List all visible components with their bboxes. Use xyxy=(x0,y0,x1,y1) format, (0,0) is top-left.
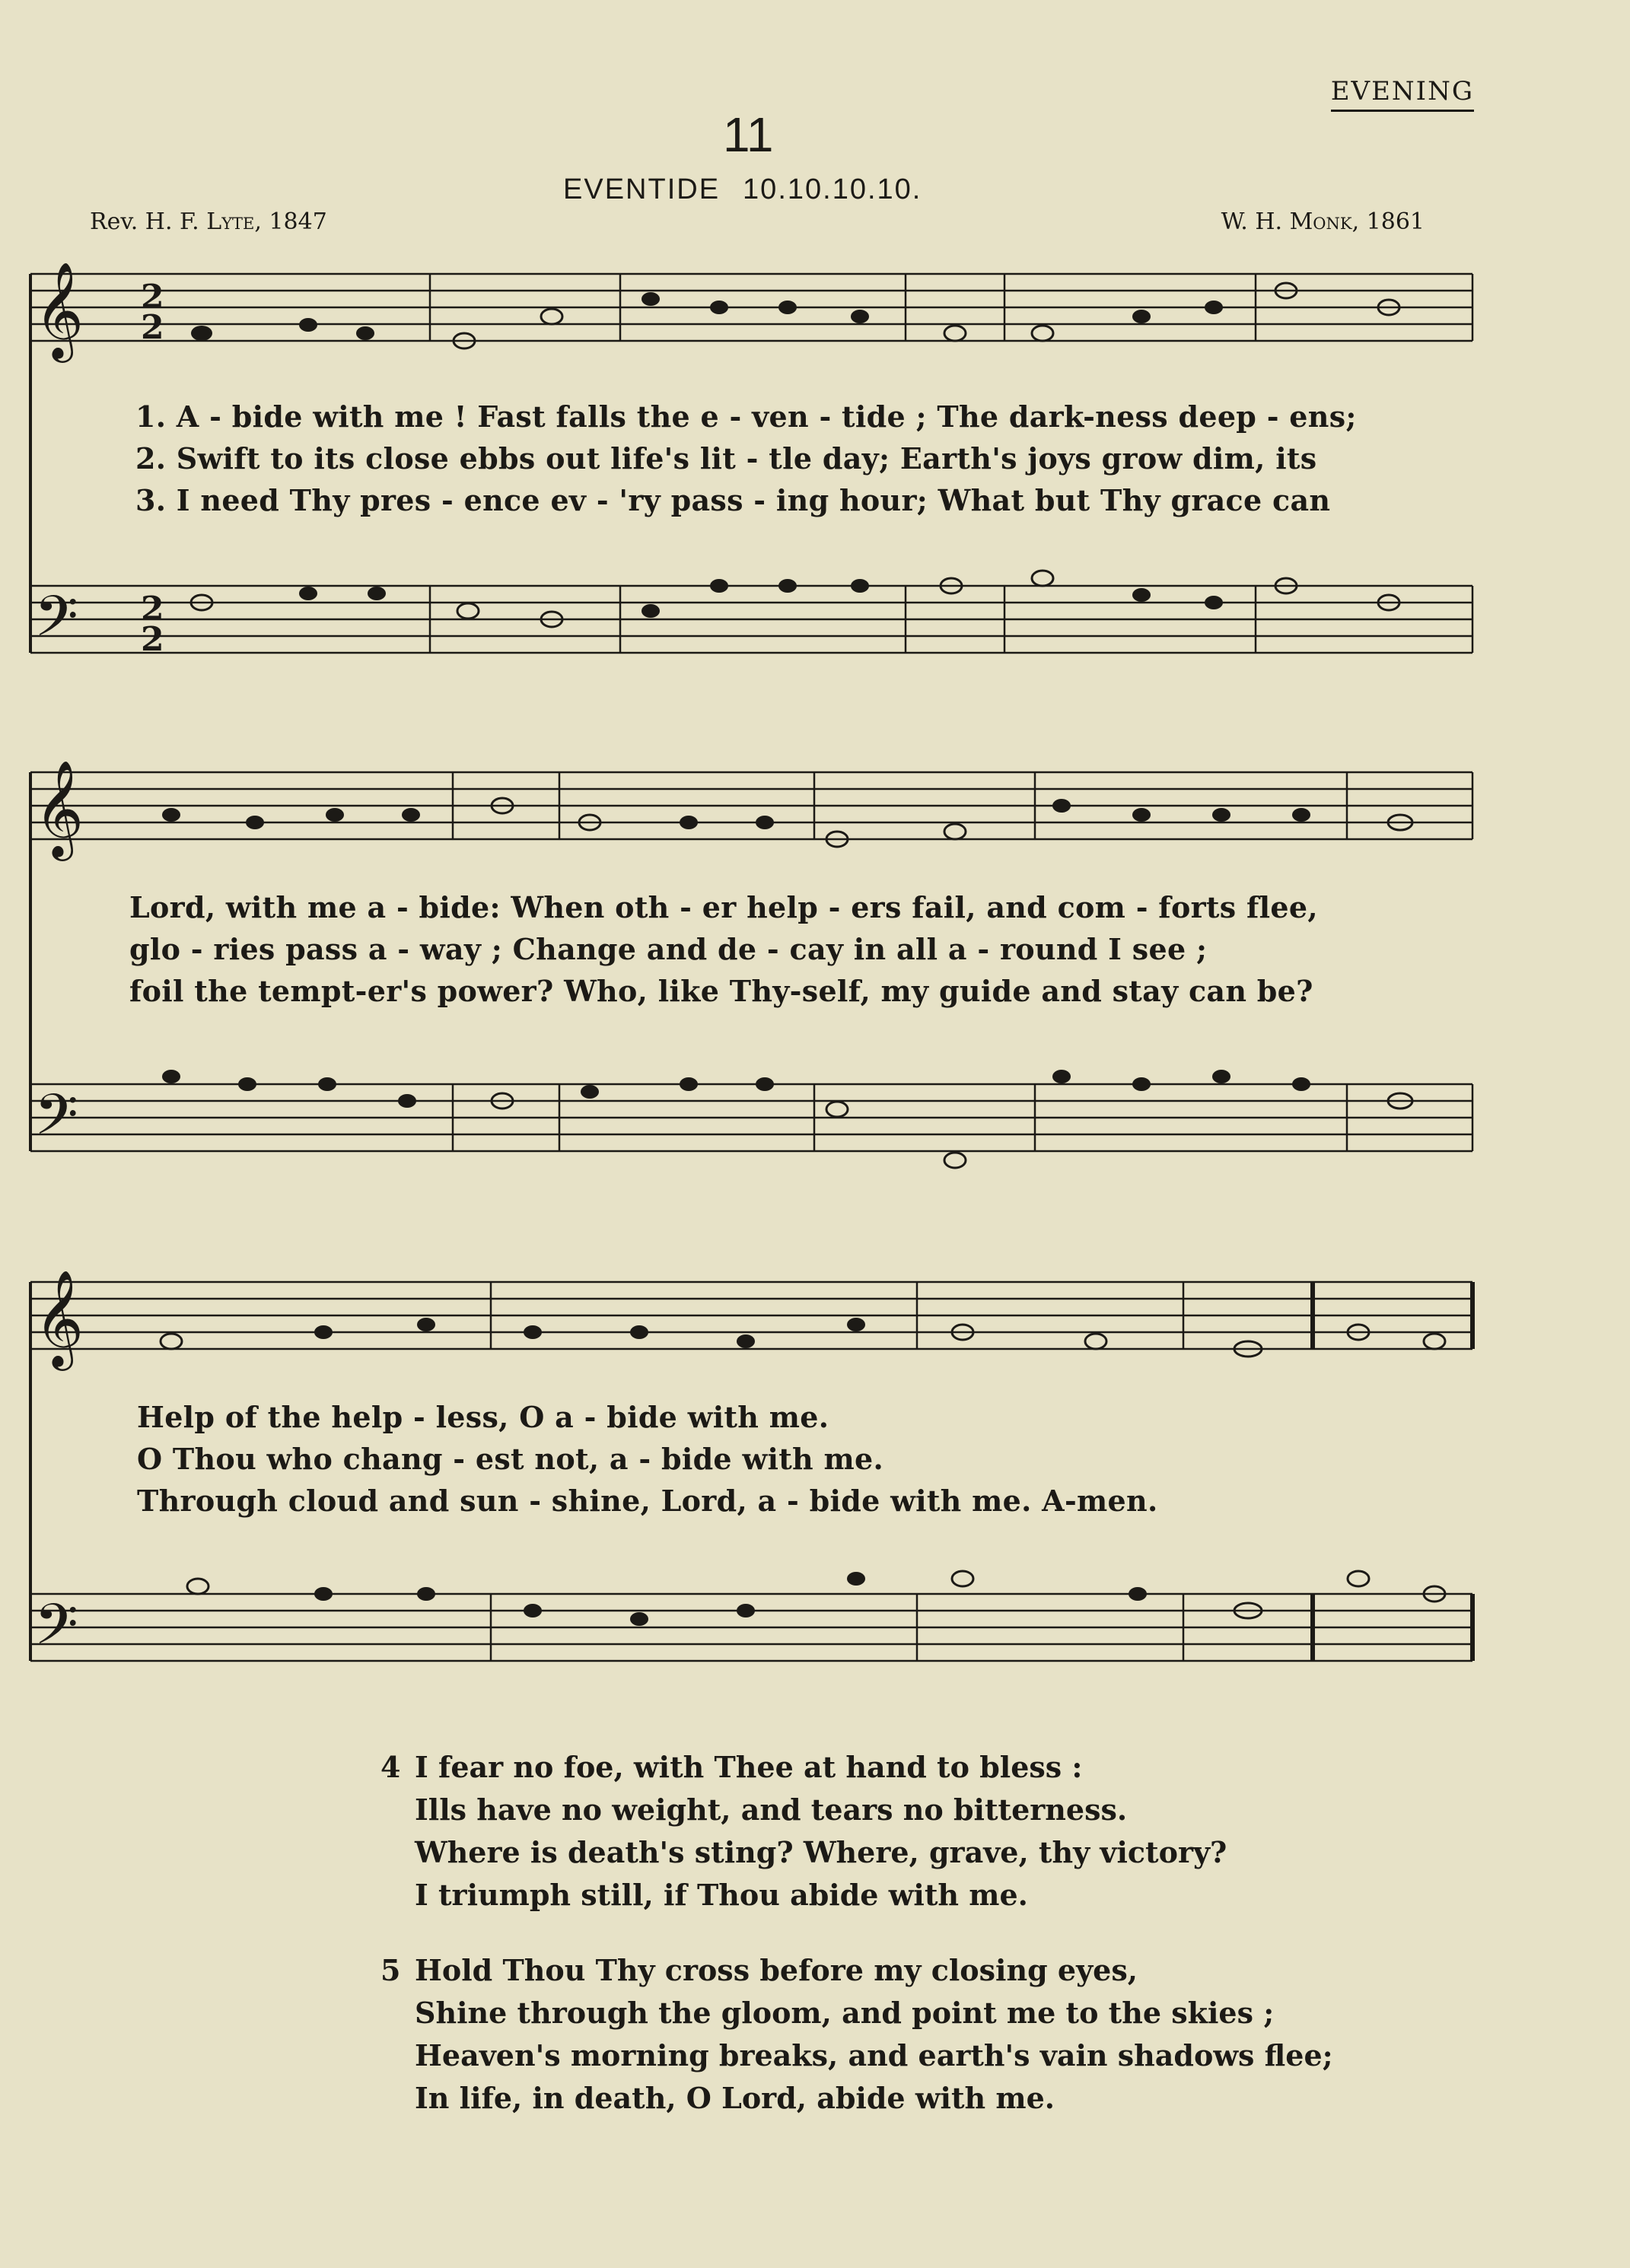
lyric-line: glo - ries pass a - way ; Change and de - cay in all a - round I see ; xyxy=(129,932,1208,966)
author-year: , 1847 xyxy=(254,208,327,235)
verse-line: Where is death's sting? Where, grave, thy victory? xyxy=(415,1835,1227,1869)
music-system-1 xyxy=(0,251,1630,708)
treble-clef-icon: 𝄞 xyxy=(34,759,84,857)
bass-clef-icon: 𝄢 xyxy=(34,1082,78,1162)
svg-text:2: 2 xyxy=(141,590,164,628)
composer-name: Monk xyxy=(1289,208,1352,235)
meter: 10.10.10.10. xyxy=(743,173,922,205)
time-signature: 2 xyxy=(141,278,164,317)
verse-line: In life, in death, O Lord, abide with me. xyxy=(415,2081,1055,2115)
lyric-line: Through cloud and sun - shine, Lord, a - bide with me. A-men. xyxy=(137,1484,1158,1518)
bass-clef-icon: 𝄢 xyxy=(34,584,78,663)
lyric-line: O Thou who chang - est not, a - bide with me. xyxy=(137,1442,884,1476)
tune-line xyxy=(563,173,922,206)
bass-clef-icon: 𝄢 xyxy=(34,1592,78,1672)
lyric-line: Help of the help - less, O a - bide with me. xyxy=(137,1400,829,1434)
lyric-line: 2. Swift to its close ebbs out life's lit - tle day; Earth's joys grow dim, its xyxy=(135,441,1317,476)
lyric-line: 1. A - bide with me ! Fast falls the e - ven - tide ; The dark-ness deep - ens; xyxy=(135,399,1357,434)
composer-year: , 1861 xyxy=(1351,208,1425,235)
verse-line: Hold Thou Thy cross before my closing eyes, xyxy=(415,1953,1138,1987)
author-prefix: Rev. H. F. xyxy=(90,208,207,235)
lyric-line: 3. I need Thy pres - ence ev - 'ry pass - ing hour; What but Thy grace can xyxy=(135,483,1331,517)
verse-line: Heaven's morning breaks, and earth's vain shadows flee; xyxy=(415,2038,1333,2072)
verse-line: Ills have no weight, and tears no bitterness. xyxy=(415,1792,1128,1827)
lyric-line: Lord, with me a - bide: When oth - er help - ers fail, and com - forts flee, xyxy=(129,890,1318,924)
composer-prefix: W. H. xyxy=(1221,208,1290,235)
verse-5 xyxy=(380,1949,1333,2120)
svg-text:2: 2 xyxy=(141,620,164,659)
composer-credit xyxy=(1221,208,1425,235)
svg-text:2: 2 xyxy=(141,308,164,347)
lyric-line: foil the tempt-er's power? Who, like Thy-self, my guide and stay can be? xyxy=(129,974,1313,1008)
hymn-number: 11 xyxy=(723,107,774,162)
verse-line: Shine through the gloom, and point me to the skies ; xyxy=(415,1996,1275,2030)
tune-name: EVENTIDE xyxy=(563,173,721,205)
verse-line: I triumph still, if Thou abide with me. xyxy=(415,1878,1028,1912)
treble-clef-icon: 𝄞 xyxy=(34,261,84,358)
author-name: Lyte xyxy=(206,208,255,235)
section-heading: EVENING xyxy=(1331,76,1474,112)
verse-number: 5 xyxy=(380,1953,401,1987)
author-credit xyxy=(90,208,327,235)
treble-clef-icon: 𝄞 xyxy=(34,1269,84,1366)
verse-4 xyxy=(380,1746,1227,1917)
verse-line: I fear no foe, with Thee at hand to bless : xyxy=(415,1750,1083,1784)
verse-number: 4 xyxy=(380,1750,401,1784)
